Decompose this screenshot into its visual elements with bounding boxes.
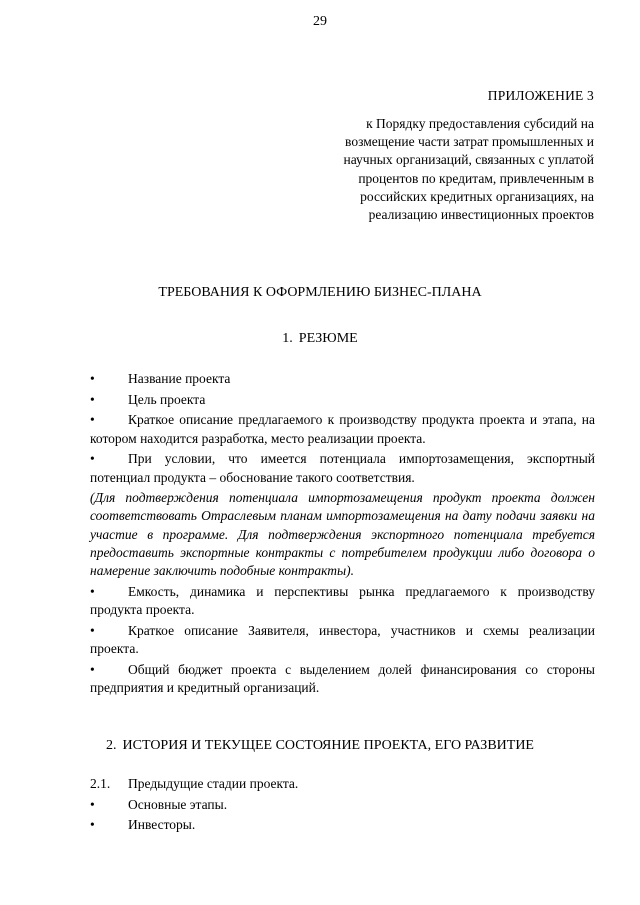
list-item [90, 622, 595, 658]
list-item-text: При условии, что имеется потенциала импортозамещения, экспортный потенциал продукта – обоснование такого соответствия. [90, 451, 595, 485]
list-item-text: Краткое описание Заявителя, инвестора, участников и схемы реализации проекта. [90, 622, 595, 656]
list-item-text: Основные этапы. [128, 796, 228, 812]
list-item [90, 796, 595, 814]
appendix-title: ПРИЛОЖЕНИЕ 3 [487, 88, 594, 103]
section-2-title: ИСТОРИЯ И ТЕКУЩЕЕ СОСТОЯНИЕ ПРОЕКТА, ЕГО РАЗВИТИЕ [122, 738, 534, 753]
import-substitution-note: (Для подтверждения потенциала импортозамещения продукт проекта должен соответствовать Отраслевым планам импортозамещения на дату подачи заявки на участие в программе. Для подтверждения экспортного потенциала требуется предоставить экспортные контракты с потребителем продукции либо договора о намерение заключить подобные контракты). [90, 490, 595, 579]
list-item-text: Емкость, динамика и перспективы рынка предлагаемого к производству продукта проекта. [90, 583, 595, 617]
bullet-marker: • [90, 371, 95, 386]
subsection-heading [90, 775, 595, 793]
bullet-marker: • [90, 661, 95, 677]
bullet-marker: • [90, 391, 95, 407]
list-item-text: Цель проекта [128, 391, 206, 407]
bullet-marker: • [90, 796, 95, 812]
list-item [90, 661, 595, 697]
bullet-marker: • [90, 622, 95, 638]
list-item-text: Краткое описание предлагаемого к производству продукта проекта и этапа, на котором находится разработка, место реализации проекта. [90, 412, 595, 446]
page-number: 29 [313, 14, 327, 29]
list-item [90, 450, 595, 486]
section-1-title: РЕЗЮМЕ [298, 331, 358, 346]
list-item [90, 816, 595, 834]
bullet-marker: • [90, 817, 95, 833]
list-item-text: Инвесторы. [128, 817, 196, 833]
list-item [90, 370, 595, 388]
list-item [90, 411, 595, 447]
bullet-marker: • [90, 583, 95, 599]
list-item [90, 391, 595, 409]
section-2-heading [0, 738, 640, 754]
list-item-text: Общий бюджет проекта с выделением долей финансирования со стороны предприятия и кредитный организаций. [90, 661, 595, 695]
section-2-content [90, 775, 595, 837]
section-1-number: 1. [282, 331, 293, 346]
list-item [90, 583, 595, 619]
section-1-heading [0, 331, 640, 347]
document-title: ТРЕБОВАНИЯ К ОФОРМЛЕНИЮ БИЗНЕС-ПЛАНА [158, 285, 482, 300]
subsection-number: 2.1. [90, 776, 111, 791]
bullet-marker: • [90, 412, 95, 428]
bullet-marker: • [90, 451, 95, 467]
section-1-content [90, 370, 595, 699]
list-item-text: Название проекта [128, 371, 231, 386]
appendix-subtitle: к Порядку предоставления субсидий на возмещение части затрат промышленных и научных организаций, связанных с уплатой процентов по кредитам, привлеченным в российских кредитных организациях, на реализацию инвестиционных проектов [343, 116, 594, 223]
section-2-number: 2. [106, 738, 117, 753]
subsection-title: Предыдущие стадии проекта. [128, 776, 299, 791]
